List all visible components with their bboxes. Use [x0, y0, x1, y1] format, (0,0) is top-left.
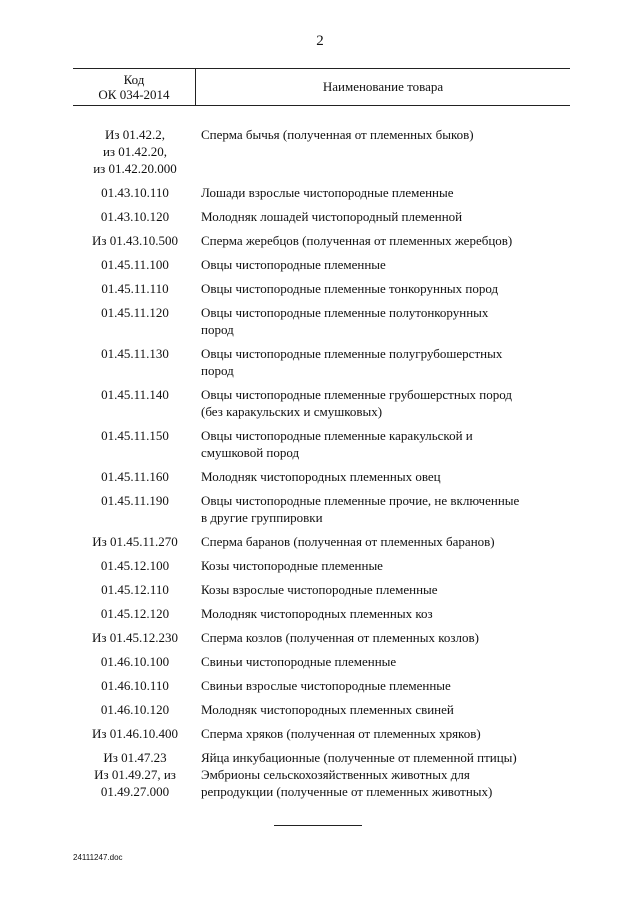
name-cell — [197, 184, 570, 201]
name-text: смушковой пород — [201, 445, 300, 460]
name-cell — [197, 557, 570, 574]
table-header — [73, 68, 570, 106]
table-row — [73, 386, 570, 420]
table-row — [73, 256, 570, 273]
table-row — [73, 749, 570, 800]
table-row — [73, 677, 570, 694]
code-text: 01.45.11.160 — [101, 469, 169, 484]
name-text: Лошади взрослые чистопородные племенные — [201, 185, 454, 200]
code-text: 01.45.12.120 — [100, 606, 170, 621]
header-classifier-label: ОК 034-2014 — [98, 87, 170, 102]
name-text: Сперма хряков (полученная от племенных хряков) — [201, 726, 481, 741]
table-row — [73, 304, 570, 338]
name-cell — [197, 256, 570, 273]
code-text: Из 01.49.27, из — [94, 767, 176, 782]
name-cell — [197, 581, 570, 598]
code-text: 01.45.11.140 — [101, 387, 169, 402]
name-cell — [197, 725, 570, 742]
name-text: Козы чистопородные племенные — [201, 558, 383, 573]
header-code-cell — [73, 69, 196, 105]
code-text: из 01.42.20, — [102, 144, 168, 159]
name-text: Овцы чистопородные племенные — [201, 257, 386, 272]
name-text: пород — [201, 363, 234, 378]
code-text: 01.49.27.000 — [100, 784, 170, 799]
name-cell — [197, 386, 570, 420]
name-text: Овцы чистопородные племенные полугрубошерстных — [201, 346, 503, 361]
name-cell — [197, 468, 570, 485]
footer-filename: 24111247.doc — [73, 853, 123, 862]
code-cell — [73, 629, 197, 646]
code-text: 01.45.11.110 — [101, 281, 169, 296]
table-row — [73, 345, 570, 379]
code-cell — [73, 492, 197, 526]
name-text: Овцы чистопородные племенные каракульской и — [201, 428, 473, 443]
code-cell — [73, 653, 197, 670]
table-row — [73, 629, 570, 646]
code-text: 01.45.11.190 — [101, 493, 169, 508]
name-text: Козы взрослые чистопородные племенные — [201, 582, 438, 597]
name-text: Яйца инкубационные (полученные от племенной птицы) — [201, 750, 517, 765]
table-row — [73, 581, 570, 598]
code-text: 01.45.11.130 — [101, 346, 169, 361]
name-cell — [197, 749, 570, 800]
code-text: Из 01.43.10.500 — [91, 233, 179, 248]
code-text: 01.45.12.110 — [101, 582, 169, 597]
code-text: из 01.42.20.000 — [93, 161, 177, 176]
name-text: пород — [201, 322, 234, 337]
table-row — [73, 468, 570, 485]
header-code-label: Код — [123, 72, 145, 87]
code-cell — [73, 677, 197, 694]
code-text: 01.45.11.100 — [101, 257, 169, 272]
table-row — [73, 280, 570, 297]
name-text: Сперма баранов (полученная от племенных баранов) — [201, 534, 495, 549]
name-cell — [197, 126, 570, 177]
code-text: 01.45.11.120 — [101, 305, 169, 320]
code-cell — [73, 468, 197, 485]
code-text: 01.45.11.150 — [101, 428, 169, 443]
code-text: 01.46.10.120 — [100, 702, 170, 717]
name-cell — [197, 629, 570, 646]
code-cell — [73, 427, 197, 461]
table-row — [73, 208, 570, 225]
table-row — [73, 232, 570, 249]
code-cell — [73, 725, 197, 742]
code-cell — [73, 533, 197, 550]
code-cell — [73, 208, 197, 225]
name-cell — [197, 280, 570, 297]
code-cell — [73, 184, 197, 201]
table-row — [73, 725, 570, 742]
name-cell — [197, 304, 570, 338]
code-text: 01.45.12.100 — [100, 558, 170, 573]
name-text: Овцы чистопородные племенные полутонкорунных — [201, 305, 489, 320]
name-text: Свиньи чистопородные племенные — [201, 654, 397, 669]
name-cell — [197, 605, 570, 622]
code-cell — [73, 581, 197, 598]
name-text: репродукции (полученные от племенных животных) — [201, 784, 493, 799]
name-text: в другие группировки — [201, 510, 323, 525]
table-row — [73, 184, 570, 201]
table-row — [73, 653, 570, 670]
code-text: Из 01.45.12.230 — [91, 630, 179, 645]
name-text: Сперма жеребцов (полученная от племенных жеребцов) — [201, 233, 513, 248]
code-cell — [73, 749, 197, 800]
table-row — [73, 605, 570, 622]
name-text: Сперма козлов (полученная от племенных козлов) — [201, 630, 479, 645]
table-row — [73, 492, 570, 526]
table-row — [73, 557, 570, 574]
code-text: 01.43.10.120 — [100, 209, 170, 224]
code-text: Из 01.45.11.270 — [92, 534, 178, 549]
code-text: Из 01.46.10.400 — [91, 726, 179, 741]
table-body — [73, 106, 570, 800]
name-text: (без каракульских и смушковых) — [201, 404, 383, 419]
code-text: Из 01.42.2, — [104, 127, 166, 142]
name-text: Молодняк чистопородных племенных коз — [201, 606, 433, 621]
code-cell — [73, 256, 197, 273]
code-text: 01.46.10.110 — [101, 678, 169, 693]
code-cell — [73, 701, 197, 718]
table-row — [73, 533, 570, 550]
end-separator-line — [274, 825, 362, 826]
name-text: Молодняк лошадей чистопородный племенной — [201, 209, 463, 224]
name-cell — [197, 492, 570, 526]
code-cell — [73, 304, 197, 338]
goods-table — [73, 68, 570, 807]
table-row — [73, 427, 570, 461]
name-text: Молодняк чистопородных племенных овец — [201, 469, 441, 484]
page-number: 2 — [316, 33, 324, 49]
name-text: Свиньи взрослые чистопородные племенные — [201, 678, 451, 693]
name-text: Овцы чистопородные племенные тонкорунных пород — [201, 281, 499, 296]
code-cell — [73, 345, 197, 379]
code-cell — [73, 386, 197, 420]
name-cell — [197, 533, 570, 550]
code-text: 01.43.10.110 — [101, 185, 169, 200]
name-text: Эмбрионы сельскохозяйственных животных для — [201, 767, 470, 782]
name-cell — [197, 677, 570, 694]
code-cell — [73, 280, 197, 297]
name-text: Сперма бычья (полученная от племенных быков) — [201, 127, 474, 142]
table-row — [73, 126, 570, 177]
name-cell — [197, 701, 570, 718]
code-text: Из 01.47.23 — [103, 750, 167, 765]
name-cell — [197, 653, 570, 670]
name-text: Овцы чистопородные племенные прочие, не включенные — [201, 493, 520, 508]
code-cell — [73, 557, 197, 574]
name-text: Овцы чистопородные племенные грубошерстных пород — [201, 387, 513, 402]
table-row — [73, 701, 570, 718]
code-cell — [73, 232, 197, 249]
header-name-label: Наименование товара — [322, 79, 444, 94]
name-text: Молодняк чистопородных племенных свиней — [201, 702, 454, 717]
name-cell — [197, 232, 570, 249]
code-cell — [73, 605, 197, 622]
code-text: 01.46.10.100 — [100, 654, 170, 669]
name-cell — [197, 345, 570, 379]
name-cell — [197, 208, 570, 225]
code-cell — [73, 126, 197, 177]
name-cell — [197, 427, 570, 461]
